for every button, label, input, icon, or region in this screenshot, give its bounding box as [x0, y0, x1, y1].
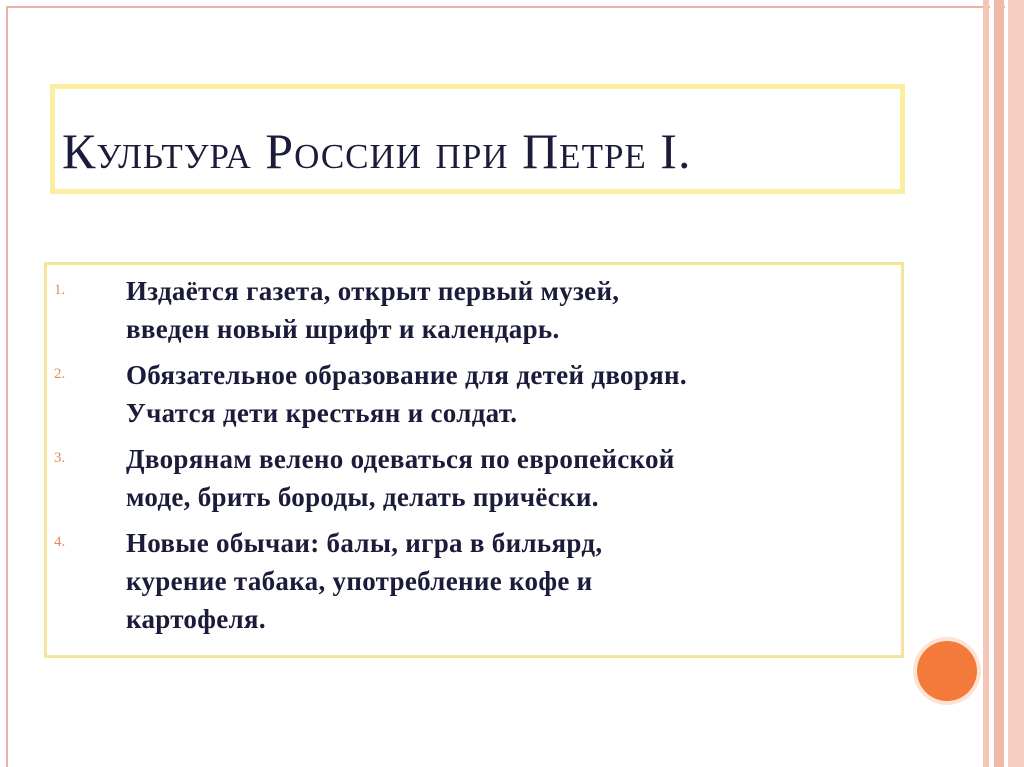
- list-item-number: 1.: [54, 282, 66, 298]
- list-item-number: 2.: [54, 366, 66, 382]
- numbered-list: [54, 272, 894, 646]
- decorative-stripe: [983, 0, 989, 767]
- list-item-number: 4.: [54, 534, 66, 550]
- list-item-text: Дворянам велено одеваться по европейской моде, брить бороды, делать причёски.: [126, 444, 675, 512]
- list-item-text: Новые обычаи: балы, игра в бильярд, курение табака, употребление кофе и картофеля.: [126, 528, 603, 634]
- list-item: [54, 272, 894, 348]
- slide-title: Культура России при Петре I.: [62, 123, 692, 179]
- list-item: [54, 356, 894, 432]
- decorative-circle: [917, 641, 977, 701]
- list-item-number: 3.: [54, 450, 66, 466]
- list-item-text: Обязательное образование для детей дворян. Учатся дети крестьян и солдат.: [126, 360, 687, 428]
- decorative-stripe: [1008, 0, 1024, 767]
- decorative-stripe: [994, 0, 1004, 767]
- list-item-text: Издаётся газета, открыт первый музей, введен новый шрифт и календарь.: [126, 276, 620, 344]
- list-item: [54, 524, 894, 638]
- list-item: [54, 440, 894, 516]
